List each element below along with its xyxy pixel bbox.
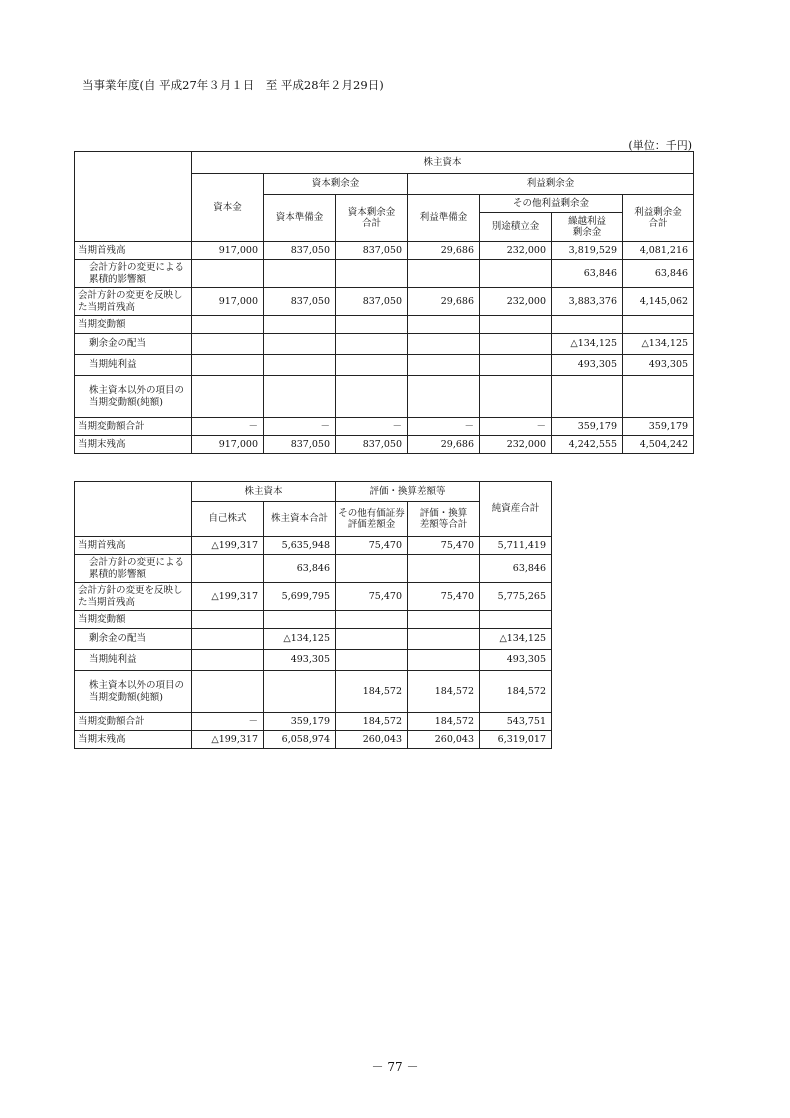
row-label: 当期首残高 bbox=[75, 242, 192, 260]
table-row bbox=[75, 242, 694, 260]
value-cell: － bbox=[336, 418, 408, 436]
value-cell: 359,179 bbox=[264, 713, 336, 731]
value-cell bbox=[623, 316, 694, 334]
value-cell: 3,883,376 bbox=[552, 288, 623, 316]
table-row bbox=[75, 731, 552, 749]
value-cell bbox=[192, 334, 264, 355]
value-cell bbox=[336, 316, 408, 334]
header-hyoka: 評価・換算差額等 bbox=[336, 482, 480, 502]
value-cell: 63,846 bbox=[623, 260, 694, 288]
value-cell: 837,050 bbox=[264, 288, 336, 316]
value-cell: 837,050 bbox=[264, 436, 336, 454]
table-row bbox=[75, 316, 694, 334]
value-cell: 5,775,265 bbox=[480, 583, 552, 611]
value-cell: 260,043 bbox=[336, 731, 408, 749]
header-shihonkin: 資本金 bbox=[192, 174, 264, 242]
value-cell bbox=[408, 316, 480, 334]
value-cell: 5,699,795 bbox=[264, 583, 336, 611]
value-cell: 232,000 bbox=[480, 242, 552, 260]
value-cell bbox=[480, 376, 552, 418]
value-cell: 4,242,555 bbox=[552, 436, 623, 454]
header-sonota-rieki: その他利益剰余金 bbox=[480, 195, 623, 213]
value-cell bbox=[192, 650, 264, 671]
value-cell bbox=[408, 334, 480, 355]
value-cell: 4,145,062 bbox=[623, 288, 694, 316]
value-cell: 184,572 bbox=[408, 671, 480, 713]
value-cell: 232,000 bbox=[480, 436, 552, 454]
header-betto: 別途積立金 bbox=[480, 213, 552, 242]
header-shihon-joyokin: 資本剰余金 bbox=[264, 174, 408, 195]
value-cell: 917,000 bbox=[192, 436, 264, 454]
table-row bbox=[75, 583, 552, 611]
value-cell: 75,470 bbox=[336, 537, 408, 555]
value-cell: 5,711,419 bbox=[480, 537, 552, 555]
header-kurikoshi: 繰越利益 剰余金 bbox=[552, 213, 623, 242]
header-kabunushi: 株主資本 bbox=[192, 482, 336, 502]
value-cell bbox=[336, 376, 408, 418]
value-cell bbox=[480, 260, 552, 288]
row-label: 当期変動額 bbox=[75, 316, 192, 334]
value-cell: 6,319,017 bbox=[480, 731, 552, 749]
value-cell: 29,686 bbox=[408, 288, 480, 316]
value-cell bbox=[408, 260, 480, 288]
header-rieki-joyokin: 利益剰余金 bbox=[408, 174, 694, 195]
value-cell bbox=[408, 555, 480, 583]
value-cell: 837,050 bbox=[264, 242, 336, 260]
row-label: 株主資本以外の項目の当期変動額(純額) bbox=[75, 376, 192, 418]
value-cell bbox=[264, 334, 336, 355]
value-cell bbox=[264, 611, 336, 629]
value-cell bbox=[192, 629, 264, 650]
value-cell bbox=[480, 316, 552, 334]
value-cell bbox=[408, 629, 480, 650]
value-cell: 6,058,974 bbox=[264, 731, 336, 749]
value-cell: 917,000 bbox=[192, 242, 264, 260]
value-cell: △134,125 bbox=[623, 334, 694, 355]
value-cell: 5,635,948 bbox=[264, 537, 336, 555]
table-row bbox=[75, 376, 694, 418]
value-cell: △199,317 bbox=[192, 537, 264, 555]
unit-label: (単位：千円) bbox=[628, 139, 692, 152]
value-cell: － bbox=[192, 713, 264, 731]
row-label: 剰余金の配当 bbox=[75, 629, 192, 650]
value-cell: 837,050 bbox=[336, 242, 408, 260]
value-cell: － bbox=[480, 418, 552, 436]
value-cell bbox=[192, 611, 264, 629]
value-cell bbox=[336, 260, 408, 288]
value-cell bbox=[408, 376, 480, 418]
value-cell bbox=[336, 355, 408, 376]
table-row bbox=[75, 555, 552, 583]
value-cell: 63,846 bbox=[264, 555, 336, 583]
row-label: 当期変動額合計 bbox=[75, 418, 192, 436]
row-label: 当期純利益 bbox=[75, 650, 192, 671]
value-cell bbox=[264, 260, 336, 288]
row-label: 剰余金の配当 bbox=[75, 334, 192, 355]
value-cell: 184,572 bbox=[336, 713, 408, 731]
page-number: － 77 － bbox=[371, 1060, 419, 1074]
value-cell bbox=[408, 650, 480, 671]
header-shihon-joyokin-gokei: 資本剰余金 合計 bbox=[336, 195, 408, 242]
value-cell bbox=[192, 555, 264, 583]
value-cell bbox=[192, 260, 264, 288]
header-sonota-yuka: その他有価証券 評価差額金 bbox=[336, 502, 408, 537]
row-label: 当期末残高 bbox=[75, 731, 192, 749]
value-cell bbox=[264, 316, 336, 334]
row-label: 当期末残高 bbox=[75, 436, 192, 454]
value-cell bbox=[336, 650, 408, 671]
row-label: 当期変動額 bbox=[75, 611, 192, 629]
value-cell: △134,125 bbox=[552, 334, 623, 355]
value-cell: 75,470 bbox=[336, 583, 408, 611]
row-label: 会計方針の変更を反映した当期首残高 bbox=[75, 583, 192, 611]
period-title: 当事業年度(自 平成27年３月１日 至 平成28年２月29日) bbox=[82, 78, 384, 92]
table-row bbox=[75, 629, 552, 650]
value-cell: 75,470 bbox=[408, 537, 480, 555]
value-cell: 917,000 bbox=[192, 288, 264, 316]
value-cell bbox=[336, 611, 408, 629]
value-cell: 4,504,242 bbox=[623, 436, 694, 454]
table-row bbox=[75, 418, 694, 436]
value-cell: 3,819,529 bbox=[552, 242, 623, 260]
value-cell: 63,846 bbox=[552, 260, 623, 288]
value-cell: 359,179 bbox=[552, 418, 623, 436]
row-label: 当期純利益 bbox=[75, 355, 192, 376]
value-cell bbox=[192, 355, 264, 376]
value-cell bbox=[264, 376, 336, 418]
table-row bbox=[75, 260, 694, 288]
value-cell: 837,050 bbox=[336, 436, 408, 454]
header-jiko: 自己株式 bbox=[192, 502, 264, 537]
header-rieki-junbikin: 利益準備金 bbox=[408, 195, 480, 242]
value-cell bbox=[552, 316, 623, 334]
equity-table-1 bbox=[74, 151, 694, 454]
row-label: 会計方針の変更による累積的影響額 bbox=[75, 260, 192, 288]
value-cell: 260,043 bbox=[408, 731, 480, 749]
table-row bbox=[75, 611, 552, 629]
value-cell bbox=[192, 671, 264, 713]
value-cell: △134,125 bbox=[480, 629, 552, 650]
table-row bbox=[75, 288, 694, 316]
value-cell bbox=[480, 355, 552, 376]
header-junshisan: 純資産合計 bbox=[480, 482, 552, 537]
table-row bbox=[75, 650, 552, 671]
value-cell: 837,050 bbox=[336, 288, 408, 316]
value-cell: 493,305 bbox=[480, 650, 552, 671]
value-cell bbox=[408, 611, 480, 629]
value-cell: － bbox=[408, 418, 480, 436]
value-cell: 29,686 bbox=[408, 242, 480, 260]
table-row bbox=[75, 671, 552, 713]
value-cell: 63,846 bbox=[480, 555, 552, 583]
value-cell: 184,572 bbox=[480, 671, 552, 713]
row-label: 会計方針の変更を反映した当期首残高 bbox=[75, 288, 192, 316]
value-cell: 493,305 bbox=[552, 355, 623, 376]
header-rieki-joyokin-gokei: 利益剰余金 合計 bbox=[623, 195, 694, 242]
row-label: 株主資本以外の項目の当期変動額(純額) bbox=[75, 671, 192, 713]
value-cell: 75,470 bbox=[408, 583, 480, 611]
value-cell: 184,572 bbox=[408, 713, 480, 731]
header-kabunushi-gokei: 株主資本合計 bbox=[264, 502, 336, 537]
value-cell: 29,686 bbox=[408, 436, 480, 454]
value-cell: △134,125 bbox=[264, 629, 336, 650]
value-cell: 232,000 bbox=[480, 288, 552, 316]
value-cell bbox=[336, 555, 408, 583]
value-cell: 493,305 bbox=[264, 650, 336, 671]
value-cell bbox=[264, 671, 336, 713]
header-hyoka-gokei: 評価・換算 差額等合計 bbox=[408, 502, 480, 537]
table-row bbox=[75, 334, 694, 355]
table-row bbox=[75, 713, 552, 731]
value-cell bbox=[480, 611, 552, 629]
corner-cell bbox=[75, 152, 192, 242]
row-label: 当期首残高 bbox=[75, 537, 192, 555]
header-kabunushi: 株主資本 bbox=[192, 152, 694, 174]
header-shihon-junbikin: 資本準備金 bbox=[264, 195, 336, 242]
value-cell bbox=[480, 334, 552, 355]
row-label: 会計方針の変更による累積的影響額 bbox=[75, 555, 192, 583]
row-label: 当期変動額合計 bbox=[75, 713, 192, 731]
value-cell: － bbox=[264, 418, 336, 436]
equity-table-2 bbox=[74, 481, 552, 749]
value-cell: 184,572 bbox=[336, 671, 408, 713]
value-cell: － bbox=[192, 418, 264, 436]
table-row bbox=[75, 537, 552, 555]
value-cell: △199,317 bbox=[192, 583, 264, 611]
value-cell bbox=[336, 334, 408, 355]
value-cell: 543,751 bbox=[480, 713, 552, 731]
corner-cell bbox=[75, 482, 192, 537]
value-cell: 493,305 bbox=[623, 355, 694, 376]
value-cell bbox=[336, 629, 408, 650]
value-cell: 359,179 bbox=[623, 418, 694, 436]
value-cell: △199,317 bbox=[192, 731, 264, 749]
table-row bbox=[75, 436, 694, 454]
value-cell bbox=[408, 355, 480, 376]
value-cell bbox=[192, 376, 264, 418]
value-cell bbox=[552, 376, 623, 418]
value-cell bbox=[264, 355, 336, 376]
value-cell: 4,081,216 bbox=[623, 242, 694, 260]
value-cell bbox=[623, 376, 694, 418]
table-row bbox=[75, 355, 694, 376]
value-cell bbox=[192, 316, 264, 334]
